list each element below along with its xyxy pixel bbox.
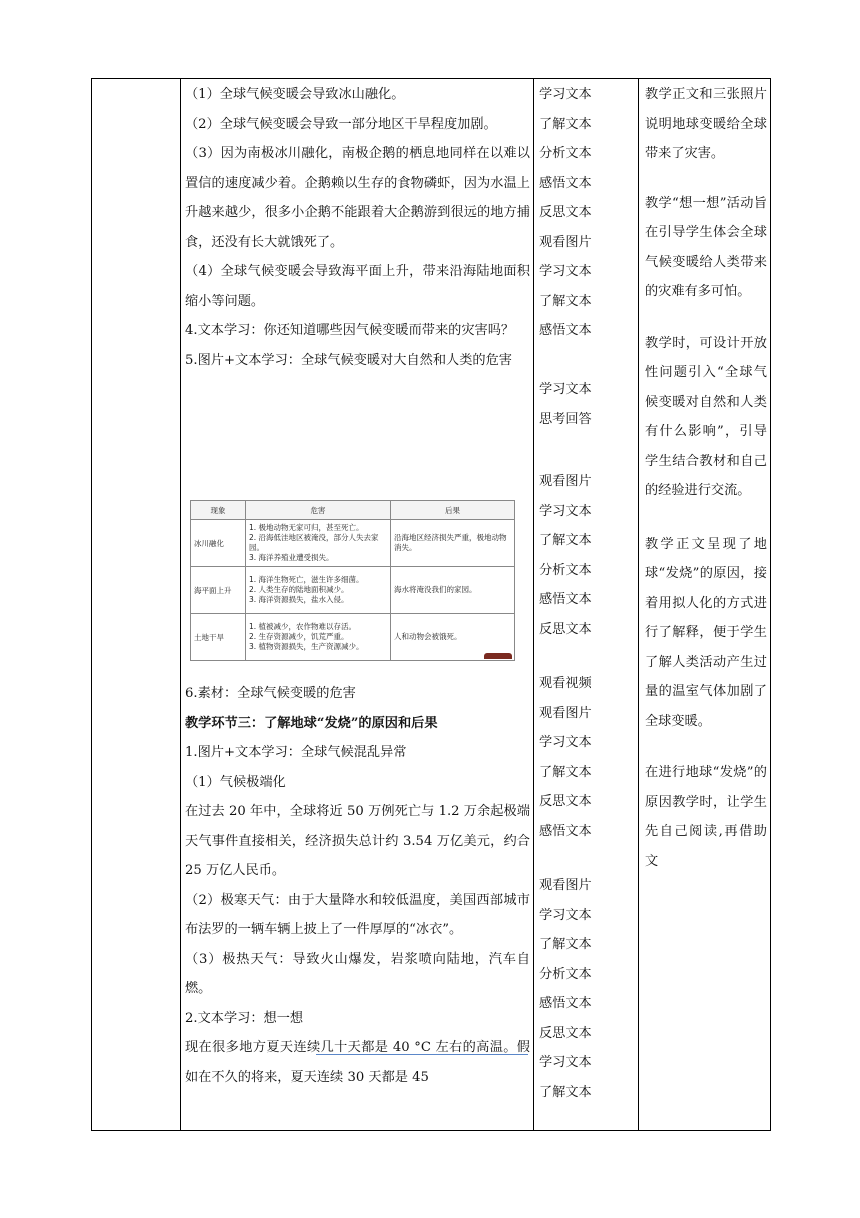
content-paragraph: 2.文本学习：想一想 — [185, 1010, 304, 1026]
spacer — [645, 736, 767, 758]
activity-item: 了解文本 — [539, 116, 592, 132]
activity-item: 分析文本 — [539, 966, 592, 982]
table-cell-result: 沿海地区经济损失严重，极地动物消失。 — [391, 520, 515, 567]
activity-item: 反思文本 — [539, 621, 592, 637]
content-paragraph: 4.文本学习：你还知道哪些因气候变暖而带来的灾害吗？ — [185, 323, 515, 338]
activity-item: 学习文本 — [539, 503, 592, 519]
activity-item: 学习文本 — [539, 907, 592, 923]
spacer — [539, 346, 631, 376]
harm-item: 1. 极地动物无家可归，甚至死亡。 — [249, 523, 364, 532]
activity-item: 感悟文本 — [539, 175, 592, 191]
photo-edge-decoration — [484, 653, 512, 659]
table-cell-phenomenon: 土地干旱 — [191, 614, 246, 661]
table-cell-harms — [246, 614, 391, 661]
table-cell-phenomenon: 冰川融化 — [191, 520, 246, 567]
activity-item: 分析文本 — [539, 146, 592, 161]
content-paragraph: 1.图片+文本学习：全球气候混乱异常 — [185, 745, 407, 760]
activity-item: 反思文本 — [539, 205, 592, 220]
activity-item: 了解文本 — [539, 937, 592, 952]
table-cell-result: 海水将淹没我们的家园。 — [391, 567, 515, 614]
teaching-note: 教学时，可设计开放性问题引入“全球气候变暖对自然和人类有什么影响”，引导学生结合教材和自己的经验进行交流。 — [645, 335, 767, 498]
activity-item: 了解文本 — [539, 533, 592, 548]
teaching-note: 教学正文和三张照片说明地球变暖给全球带来了灾害。 — [645, 87, 767, 161]
notes-column — [645, 80, 767, 876]
table-header: 现象 — [191, 501, 246, 520]
table-header: 危害 — [246, 501, 391, 520]
activity-column — [539, 80, 631, 1107]
content-paragraph: （4）全球气候变暖会导致海平面上升，带来沿海陆地面积缩小等问题。 — [185, 264, 530, 309]
table-cell-harms — [246, 567, 391, 614]
table-cell-phenomenon: 海平面上升 — [191, 567, 246, 614]
content-paragraph: 在过去 20 年中，全球将近 50 万例死亡与 1.2 万余起极端天气事件直接相关，经济损失总计约 3.54 万亿美元，约合 25 万亿人民币。 — [185, 804, 530, 878]
spacer — [645, 169, 767, 189]
content-paragraph: （1）气候极端化 — [185, 774, 286, 790]
harm-item: 2. 人类生存的陆地面积减少。 — [249, 585, 349, 594]
activity-item: 学习文本 — [539, 1055, 592, 1070]
spacer — [645, 307, 767, 329]
activity-item: 感悟文本 — [539, 592, 592, 607]
content-paragraph: （3）因为南极冰川融化，南极企鹅的栖息地同样在以难以置信的速度减少着。企鹅赖以生存的食物磷虾，因为水温上升越来越少，很多小企鹅不能跟着大企鹅游到很远的地方捕食，还没有长大就饿死了。 — [185, 146, 530, 250]
harm-item: 3. 海洋养殖业遭受损失。 — [249, 553, 334, 562]
content-paragraph: （3）极热天气：导致火山爆发，岩浆喷向陆地，汽车自燃。 — [185, 951, 530, 996]
activity-item: 反思文本 — [539, 794, 592, 809]
column-divider — [180, 79, 181, 1130]
content-paragraph: （2）极寒天气：由于大量降水和较低温度，美国西部城市布法罗的一辆车辆上披上了一件厚厚的“冰衣”。 — [185, 892, 530, 937]
activity-item: 学习文本 — [539, 264, 592, 279]
column-divider — [533, 79, 534, 1130]
content-paragraph: 5.图片+文本学习：全球气候变暖对大自然和人类的危害 — [185, 352, 512, 368]
activity-item: 了解文本 — [539, 1084, 592, 1100]
harm-item: 1. 植被减少，农作物难以存活。 — [249, 622, 357, 631]
activity-item: 观看图片 — [539, 878, 592, 893]
teaching-note: 在进行地球“发烧”的原因教学时，让学生先自己阅读,再借助文 — [645, 765, 767, 869]
content-column-lower — [185, 679, 530, 1092]
teaching-note: 教学正文呈现了地球“发烧”的原因，接着用拟人化的方式进行了解释，便于学生了解人类活动产生过量的温室气体加剧了全球变暖。 — [645, 536, 767, 729]
content-paragraph: 6.素材：全球气候变暖的危害 — [185, 686, 356, 701]
activity-item: 思考回答 — [539, 411, 592, 427]
activity-item: 反思文本 — [539, 1025, 592, 1041]
harm-item: 1. 海洋生物死亡，滋生许多细菌。 — [249, 575, 364, 584]
spacer — [539, 846, 631, 871]
spacer — [539, 644, 631, 669]
activity-item: 观看图片 — [539, 705, 592, 721]
harm-item: 3. 海洋资源损失，盐水入侵。 — [249, 595, 349, 604]
spacer — [539, 434, 631, 467]
activity-item: 感悟文本 — [539, 323, 592, 338]
table-cell-harms — [246, 520, 391, 567]
activity-item: 观看图片 — [539, 234, 592, 250]
content-paragraph: （2）全球气候变暖会导致一部分地区干旱程度加剧。 — [185, 116, 497, 132]
underline-mark — [316, 1054, 528, 1055]
column-divider — [638, 79, 639, 1130]
content-paragraph: （1）全球气候变暖会导致冰山融化。 — [185, 87, 405, 102]
activity-item: 观看视频 — [539, 676, 592, 691]
activity-item: 学习文本 — [539, 382, 592, 397]
content-column — [185, 80, 530, 375]
table-row — [191, 520, 515, 567]
lesson-plan-table — [91, 78, 771, 1131]
content-paragraph: 现在很多地方夏天连续几十天都是 40 °C 左右的高温。假如在不久的将来，夏天连续 30 天都是 45 — [185, 1040, 530, 1085]
activity-item: 感悟文本 — [539, 823, 592, 839]
harm-item: 2. 生存资源减少，饥荒严重。 — [249, 632, 349, 641]
table-cell-result: 人和动物会被饿死。 — [391, 614, 515, 661]
activity-item: 学习文本 — [539, 87, 592, 102]
teaching-note: 教学“想一想”活动旨在引导学生体会全球气候变暖给人类带来的灾难有多可怕。 — [645, 195, 767, 299]
activity-item: 感悟文本 — [539, 996, 592, 1011]
hazard-table — [190, 500, 515, 661]
section-title: 教学环节三：了解地球“发烧”的原因和后果 — [185, 715, 438, 731]
table-row — [191, 567, 515, 614]
activity-item: 分析文本 — [539, 562, 592, 578]
table-header: 后果 — [391, 501, 515, 520]
activity-item: 学习文本 — [539, 735, 592, 750]
activity-item: 观看图片 — [539, 474, 592, 489]
spacer — [645, 506, 767, 530]
table-row — [191, 614, 515, 661]
activity-item: 了解文本 — [539, 764, 592, 780]
activity-item: 了解文本 — [539, 293, 592, 309]
harm-item: 3. 植物资源损失，生产资源减少。 — [249, 642, 364, 651]
harm-item: 2. 沿海低洼地区被淹没，部分人失去家园。 — [249, 533, 379, 552]
